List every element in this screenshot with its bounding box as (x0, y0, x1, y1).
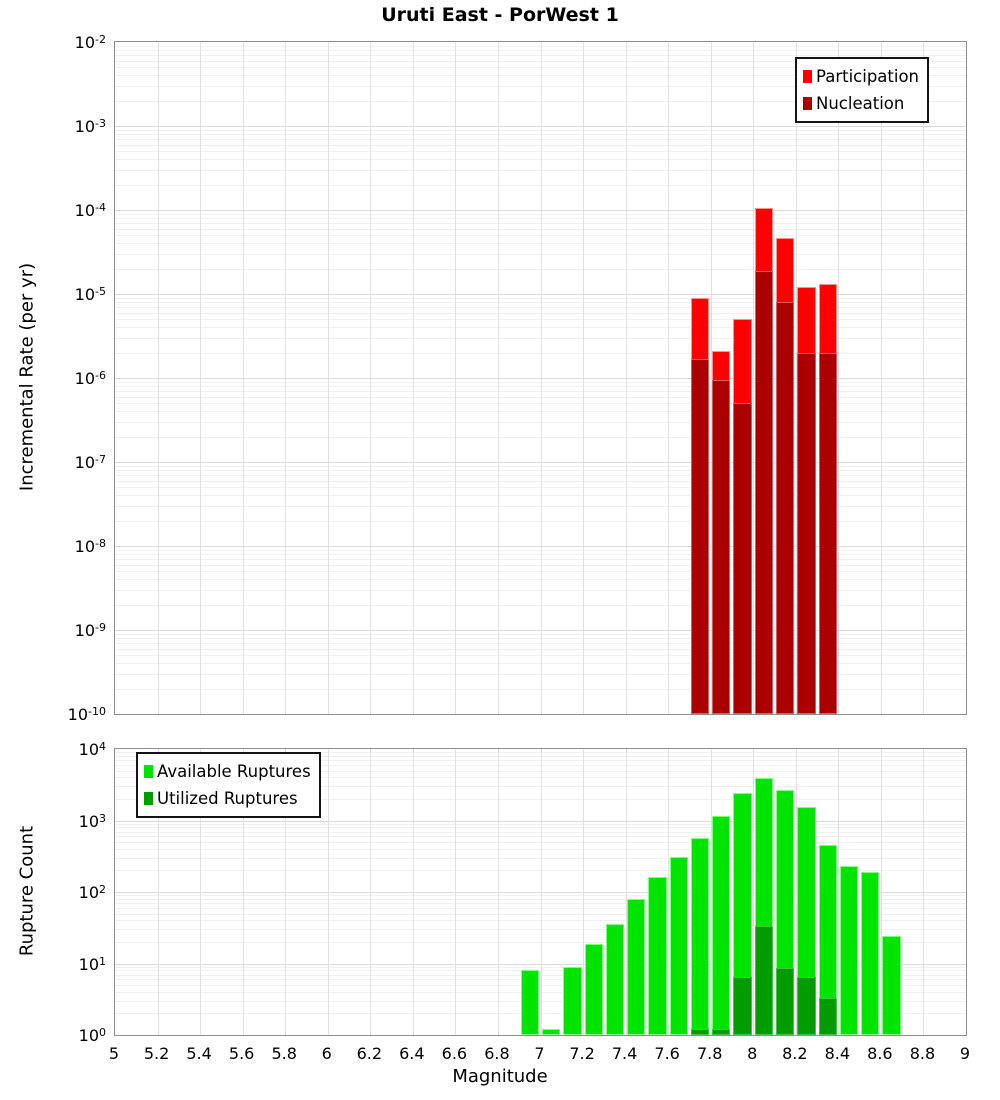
legend-item-nucleation (803, 90, 919, 117)
y-axis-title-rupture-count: Rupture Count (16, 825, 38, 957)
vertical-gridline (498, 42, 499, 714)
x-tick-label: 5 (108, 1044, 120, 1063)
x-tick-label: 8.8 (909, 1044, 936, 1063)
y-axis-title-incremental-rate: Incremental Rate (per yr) (16, 262, 38, 492)
x-tick-label: 5.8 (271, 1044, 297, 1063)
bar-available-ruptures (670, 857, 688, 1035)
vertical-gridline (328, 42, 329, 714)
bar-available-ruptures (861, 872, 879, 1035)
legend-ruptures (136, 752, 321, 818)
vertical-gridline (498, 749, 499, 1035)
x-tick-label: 7.2 (569, 1044, 595, 1063)
vertical-gridline (541, 42, 542, 714)
y-tick-label: $10^{-8}$ (74, 536, 106, 557)
vertical-gridline (583, 42, 584, 714)
vertical-gridline (455, 749, 456, 1035)
bar-available-ruptures (691, 838, 709, 1035)
x-tick-label: 5.6 (228, 1044, 255, 1063)
y-tick-label: $10^{-6}$ (74, 368, 106, 389)
x-tick-label: 8.4 (824, 1044, 851, 1063)
bar-available-ruptures (627, 899, 645, 1035)
y-tick-label: $10^1$ (78, 954, 106, 974)
bar-utilized-ruptures (691, 1029, 709, 1035)
vertical-gridline (328, 749, 329, 1035)
vertical-gridline (541, 749, 542, 1035)
y-tick-label: $10^{-7}$ (74, 452, 106, 473)
figure-title: Uruti East - PorWest 1 (381, 4, 619, 26)
bar-available-ruptures (882, 936, 900, 1035)
y-tick-label: $10^{-3}$ (74, 116, 106, 137)
vertical-gridline (158, 42, 159, 714)
vertical-gridline (668, 42, 669, 714)
bar-available-ruptures (521, 970, 539, 1035)
x-tick-label: 7.8 (696, 1044, 723, 1063)
vertical-gridline (413, 749, 414, 1035)
bar-nucleation (797, 353, 815, 714)
x-tick-label: 7 (534, 1044, 545, 1063)
bar-utilized-ruptures (733, 977, 751, 1035)
nucleation-swatch-icon (803, 97, 812, 110)
bar-available-ruptures (585, 944, 603, 1035)
bar-utilized-ruptures (776, 968, 794, 1035)
legend-item-available-ruptures (144, 758, 311, 785)
x-tick-label: 6 (321, 1044, 332, 1063)
bar-utilized-ruptures (797, 977, 815, 1035)
x-tick-label: 6.8 (484, 1044, 510, 1063)
bar-nucleation (776, 302, 794, 714)
y-tick-label: $10^{-5}$ (74, 284, 106, 305)
vertical-gridline (626, 42, 627, 714)
legend-item-utilized-ruptures (144, 785, 311, 812)
vertical-gridline (243, 42, 244, 714)
bar-nucleation (819, 353, 837, 714)
y-tick-label: $10^4$ (78, 739, 106, 760)
bar-utilized-ruptures (755, 926, 773, 1035)
bar-available-ruptures (563, 967, 581, 1035)
vertical-gridline (838, 42, 839, 714)
vertical-gridline (413, 42, 414, 714)
bar-available-ruptures (542, 1029, 560, 1035)
bar-nucleation (712, 380, 730, 714)
legend-label: Available Ruptures (157, 762, 311, 781)
legend-label: Participation (816, 67, 920, 86)
vertical-gridline (285, 42, 286, 714)
available-ruptures-swatch-icon (144, 765, 153, 778)
y-tick-label: $10^{-2}$ (74, 32, 106, 53)
vertical-gridline (923, 42, 924, 714)
x-tick-label: 5.2 (143, 1044, 170, 1063)
y-tick-label: $10^0$ (78, 1025, 106, 1046)
bar-available-ruptures (840, 866, 858, 1035)
bar-available-ruptures (712, 816, 730, 1035)
x-tick-label: 6.2 (356, 1044, 383, 1063)
bar-nucleation (691, 359, 709, 714)
bar-available-ruptures (648, 877, 666, 1035)
bar-utilized-ruptures (819, 998, 837, 1035)
legend-label: Nucleation (816, 94, 905, 113)
vertical-gridline (200, 42, 201, 714)
x-tick-label: 9 (959, 1044, 971, 1063)
participation-swatch-icon (803, 70, 812, 83)
x-tick-label: 7.4 (611, 1044, 638, 1063)
x-tick-label: 8 (747, 1044, 758, 1063)
x-tick-label: 6.4 (399, 1044, 425, 1063)
bar-utilized-ruptures (712, 1029, 730, 1035)
y-tick-label: $10^2$ (78, 882, 106, 903)
bar-available-ruptures (606, 924, 624, 1035)
incremental-rate-plot-area (114, 41, 967, 715)
y-tick-label: $10^{-9}$ (74, 620, 106, 641)
x-tick-label: 6.6 (441, 1044, 468, 1063)
x-tick-label: 8.6 (867, 1044, 893, 1063)
legend-rate (795, 57, 929, 123)
bar-nucleation (733, 403, 751, 714)
vertical-gridline (881, 42, 882, 714)
y-tick-label: $10^3$ (78, 811, 106, 831)
legend-label: Utilized Ruptures (157, 789, 298, 808)
vertical-gridline (923, 749, 924, 1035)
vertical-gridline (455, 42, 456, 714)
x-tick-label: 5.4 (186, 1044, 212, 1063)
y-tick-label: $10^{-10}$ (67, 704, 106, 725)
x-tick-label: 8.2 (782, 1044, 808, 1063)
vertical-gridline (370, 42, 371, 714)
x-tick-label: 7.6 (654, 1044, 680, 1063)
vertical-gridline (370, 749, 371, 1035)
utilized-ruptures-swatch-icon (144, 792, 153, 805)
x-axis-title: Magnitude (452, 1066, 548, 1087)
legend-item-participation (803, 63, 919, 90)
bar-nucleation (755, 271, 773, 714)
y-tick-label: $10^{-4}$ (74, 200, 106, 221)
